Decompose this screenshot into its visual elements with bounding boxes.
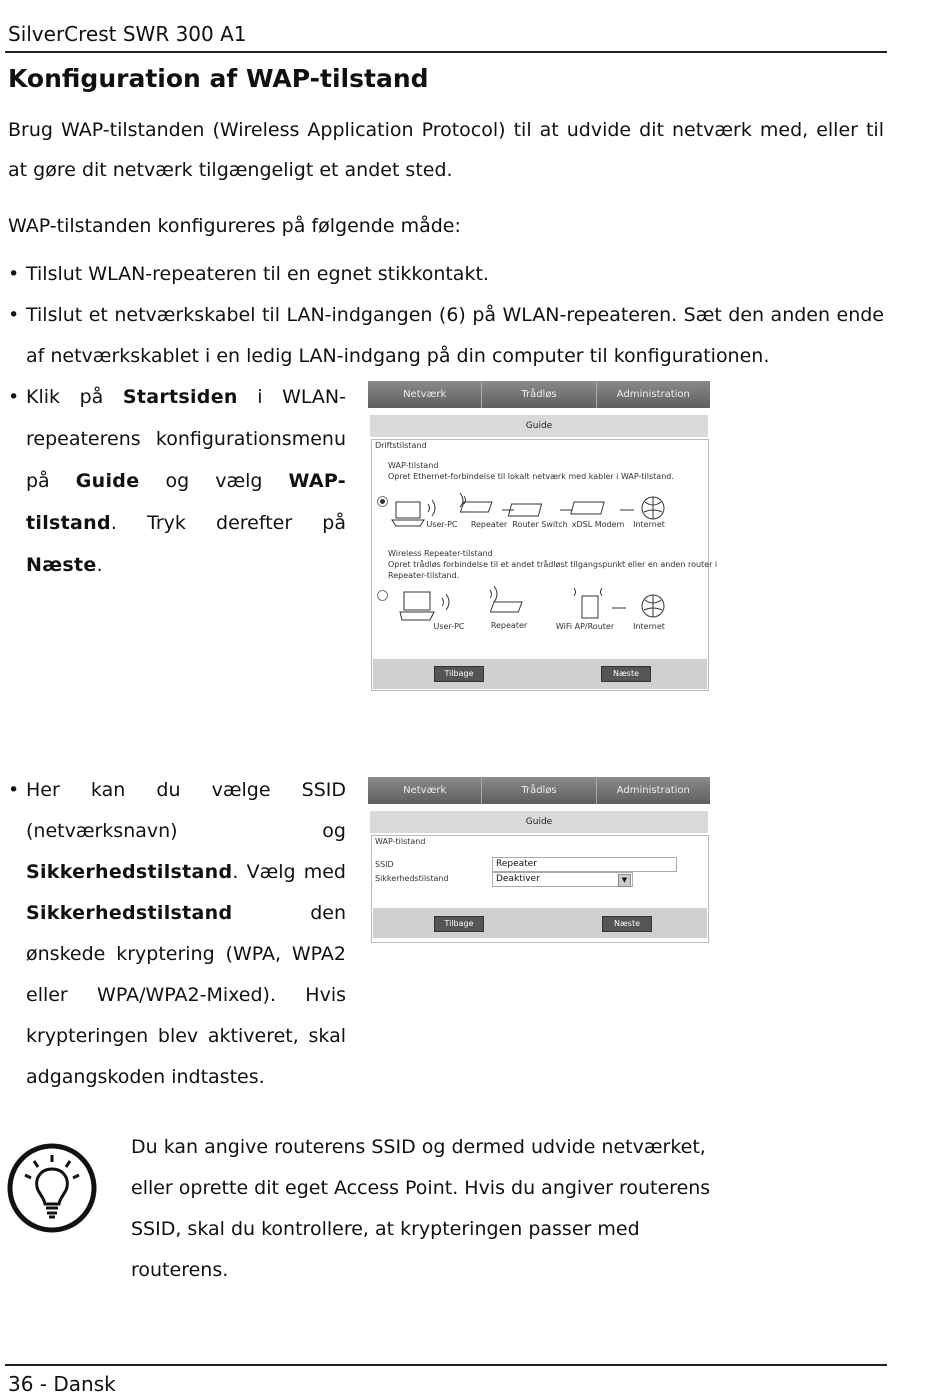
- device-label: Internet: [633, 520, 665, 529]
- lightbulb-icon: [7, 1143, 97, 1233]
- tab-administration[interactable]: Administration: [616, 389, 690, 400]
- tab-wireless[interactable]: Trådløs: [482, 381, 596, 408]
- bullet-dot: •: [8, 779, 20, 801]
- wap-mode-radio[interactable]: [377, 496, 388, 507]
- header-title: SilverCrest SWR 300 A1: [8, 22, 247, 46]
- repeater-mode-desc-2: Repeater-tilstand.: [388, 571, 460, 580]
- wap-mode-desc: Opret Ethernet-forbindelse til lokalt netværk med kabler i WAP-tilstand.: [388, 472, 674, 481]
- device-label: xDSL Modem: [571, 520, 625, 529]
- repeater-mode-desc: Opret trådløs forbindelse til et andet trådløst tilgangspunkt eller en anden router i: [388, 560, 718, 569]
- repeater-mode-radio[interactable]: [377, 590, 388, 601]
- button-bar: [373, 908, 707, 938]
- bullet-1: [8, 254, 884, 295]
- device-label: WiFi AP/Router: [555, 622, 615, 631]
- tab-network[interactable]: Netværk: [368, 381, 482, 408]
- bullet-text: Her kan du vælge SSID (netværksnavn) og Sikkerhedstilstand. Vælg med Sikkerhedstilstand den ønskede kryptering (WPA, WPA2 eller WPA/WPA2-Mixed). Hvis krypteringen blev aktiveret, skal adgangskoden indtastes.: [26, 779, 346, 1088]
- guide-bar: Guide: [370, 415, 708, 437]
- bullet-text: Tilslut et netværkskabel til LAN-indgangen (6) på WLAN-repeateren. Sæt den anden ende af netværkskablet i en ledig LAN-indgang på din computer til konfigurationen.: [26, 304, 884, 367]
- security-select[interactable]: [492, 872, 633, 887]
- router-nav-bar: [368, 777, 710, 804]
- tip-text: Du kan angive routerens SSID og dermed udvide netværket, eller oprette dit eget Access Point. Hvis du angiver routerens SSID, skal du kontrollere, at krypteringen passer med routerens.: [131, 1136, 711, 1281]
- footer-page-number: 36 - Dansk: [8, 1372, 116, 1396]
- wap-settings-box: [371, 835, 709, 943]
- tab-network[interactable]: Netværk: [368, 777, 482, 804]
- repeater-mode-title: Wireless Repeater-tilstand: [388, 549, 493, 558]
- intro-paragraph: Brug WAP-tilstanden (Wireless Application Protocol) til at udvide dit netværk med, eller til at gøre dit netværk tilgængeligt et andet sted.: [8, 119, 884, 181]
- section-title: WAP-tilstand: [375, 837, 426, 846]
- bullet-dot: •: [8, 304, 20, 326]
- section-title: Driftstilstand: [375, 441, 427, 450]
- back-button[interactable]: Tilbage: [434, 916, 484, 932]
- tab-administration[interactable]: Administration: [616, 785, 690, 796]
- bullet-2: [8, 295, 884, 377]
- device-label: User-PC: [433, 622, 465, 631]
- chevron-down-icon[interactable]: ▼: [618, 874, 631, 887]
- guide-bar: Guide: [370, 811, 708, 833]
- bullet-3: [8, 376, 346, 586]
- footer-rule: [5, 1364, 887, 1366]
- router-screen-wap-settings: [368, 777, 710, 952]
- device-label: Router Switch: [512, 520, 568, 529]
- device-label: Repeater: [490, 621, 528, 630]
- mode-box: [371, 439, 718, 691]
- laptop-icon: [404, 592, 430, 610]
- device-label: Repeater: [470, 520, 508, 529]
- wap-mode-title: WAP-tilstand: [388, 461, 439, 470]
- ssid-label: SSID: [375, 860, 394, 869]
- config-line: WAP-tilstanden konfigureres på følgende måde:: [8, 215, 461, 237]
- bullet-4: [8, 770, 346, 1098]
- bullet-dot: •: [8, 263, 20, 285]
- page-heading: Konfiguration af WAP-tilstand: [8, 64, 429, 93]
- button-bar: [373, 659, 707, 689]
- router-nav-bar: [368, 381, 710, 408]
- next-button[interactable]: Næste: [601, 666, 651, 682]
- router-screen-mode-select: [368, 381, 718, 703]
- security-label: Sikkerhedstilstand: [375, 874, 449, 883]
- header-rule: [5, 51, 887, 53]
- back-button[interactable]: Tilbage: [434, 666, 484, 682]
- bullet-text: Klik på Startsiden i WLAN-repeaterens konfigurationsmenu på Guide og vælg WAP-tilstand. Tryk derefter på Næste.: [26, 386, 346, 576]
- ssid-input[interactable]: Repeater: [492, 857, 677, 872]
- device-label: User-PC: [426, 520, 458, 529]
- next-button[interactable]: Næste: [602, 916, 652, 932]
- laptop-icon: [396, 502, 420, 518]
- security-select-value: Deaktiver: [496, 874, 540, 884]
- device-label: Internet: [633, 622, 665, 631]
- bullet-text: Tilslut WLAN-repeateren til en egnet stikkontakt.: [26, 263, 489, 285]
- bullet-dot: •: [8, 386, 20, 408]
- tab-wireless[interactable]: Trådløs: [482, 777, 596, 804]
